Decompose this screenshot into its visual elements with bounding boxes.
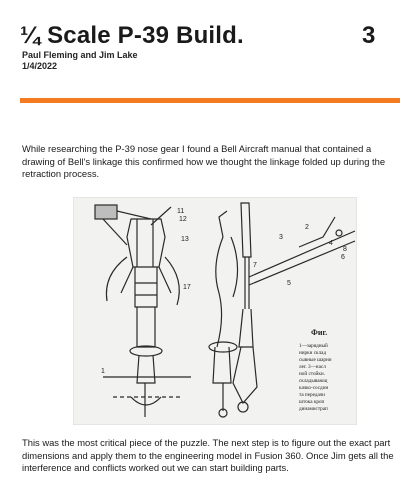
caption-line: штока кроп <box>299 399 325 405</box>
figure-nose-gear-drawing <box>73 197 357 425</box>
drawing-image <box>73 197 357 425</box>
callout-label: 2 <box>305 224 309 231</box>
caption-line: нирки склад <box>299 350 327 356</box>
caption-heading: Фиг. <box>311 328 328 337</box>
callout-label: 4 <box>329 240 333 247</box>
intro-paragraph: While researching the P-39 nose gear I found a Bell Aircraft manual that contained a drawing of Bell’s linkage this confirmed how we thought the linkage folded up during the retraction process. <box>22 143 386 180</box>
page-number: 3 <box>362 22 376 49</box>
callout-label: 3 <box>279 234 283 241</box>
caption-line: ной стойки. <box>299 371 325 377</box>
outro-paragraph: This was the most critical piece of the puzzle. The next step is to figure out the exact part dimensions and apply them to the engineering model in Fusion 360. Once Jim gets all the interference and conflicts worked out we can start building parts. <box>22 437 394 474</box>
caption-line: сывные шарни <box>299 357 332 363</box>
authors: Paul Fleming and Jim Lake <box>22 50 138 60</box>
caption-line: 1—зарядный <box>299 343 328 349</box>
callout-label: 17 <box>183 284 191 291</box>
caption-line: лег. 3—насл <box>299 364 326 370</box>
header-rule <box>20 98 400 103</box>
callout-label: 7 <box>253 262 257 269</box>
caption-line: та передачи <box>299 392 325 398</box>
date: 1/4/2022 <box>22 61 58 71</box>
callout-label: 1 <box>101 368 105 375</box>
callout-label: 13 <box>181 236 189 243</box>
page-title: ¼ Scale P-39 Build. <box>20 22 244 49</box>
callout-label: 5 <box>287 280 291 287</box>
caption-line: динамистрап <box>299 406 328 412</box>
callout-label: 12 <box>179 216 187 223</box>
callout-label: 11 <box>177 208 185 215</box>
callout-label: 8 <box>343 246 347 253</box>
caption-line: качко-сосдин <box>299 385 329 391</box>
caption-line: складывающ <box>299 378 328 384</box>
callout-label: 6 <box>341 254 345 261</box>
